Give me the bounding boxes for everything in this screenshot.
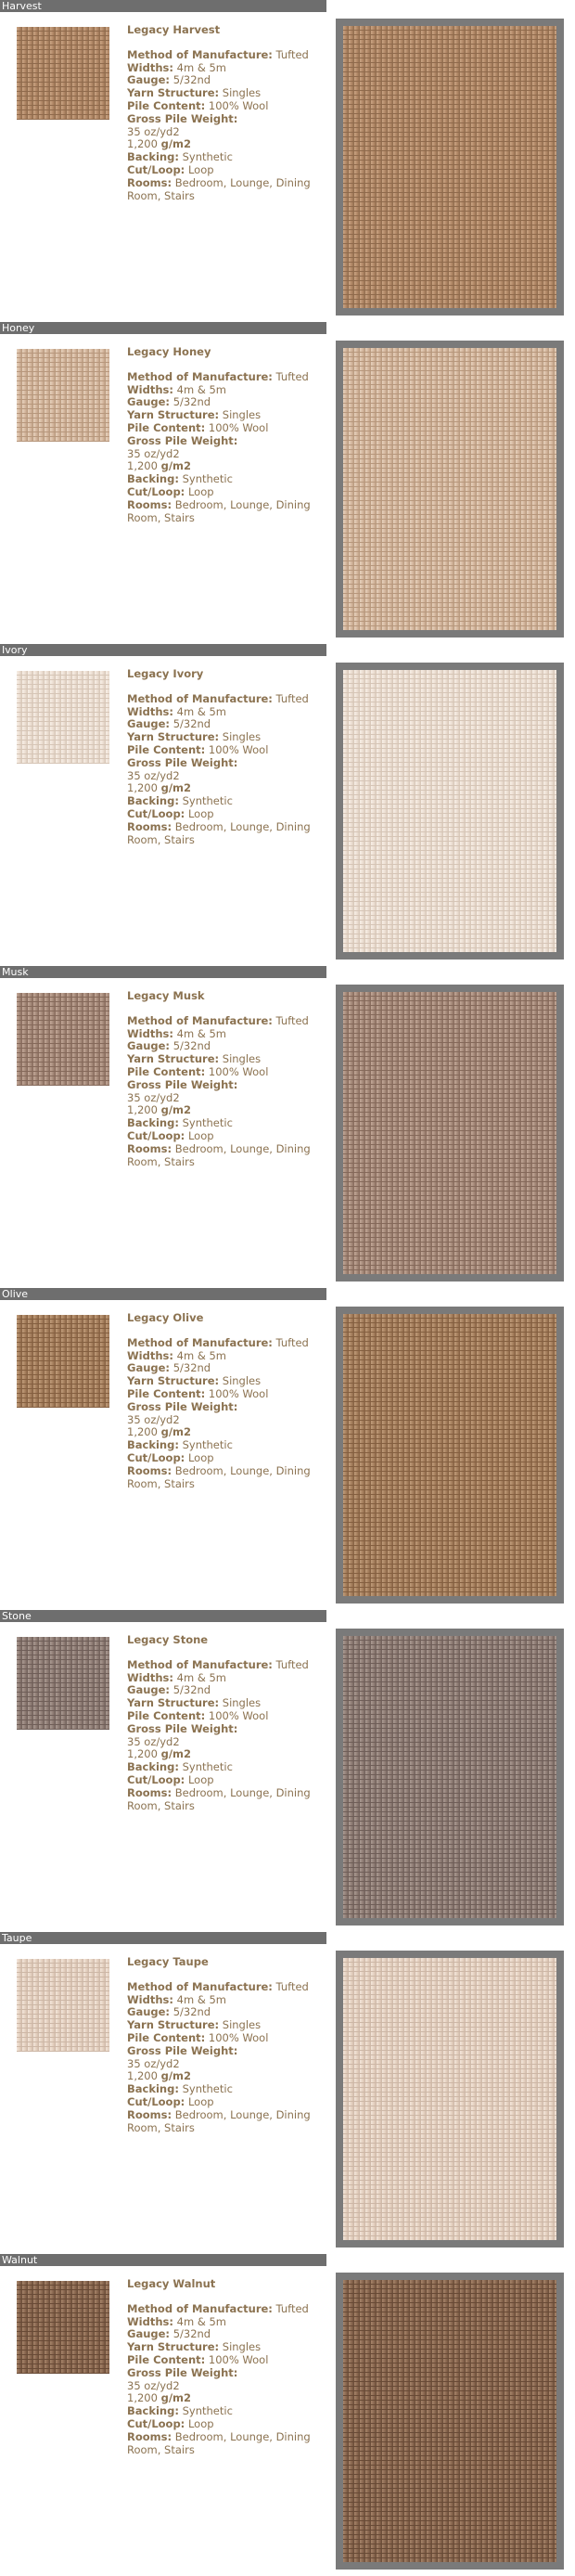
spec-rooms: Rooms: Bedroom, Lounge, Dining Room, Stairs: [127, 819, 311, 846]
carpet-thumbnail-image[interactable]: [17, 671, 109, 764]
product-section: [0, 966, 575, 1288]
carpet-large-frame: [336, 1629, 564, 1926]
spec-gauge: Gauge: 5/32nd: [127, 717, 211, 731]
spec-gauge: Gauge: 5/32nd: [127, 73, 211, 87]
product-section: [0, 0, 575, 322]
spec-rooms: Rooms: Bedroom, Lounge, Dining Room, Stairs: [127, 2429, 311, 2456]
spec-weight-g: 1,200 g/m2: [127, 781, 192, 795]
carpet-large-image: [343, 2280, 556, 2562]
spec-gauge: Gauge: 5/32nd: [127, 2327, 211, 2341]
product-title: Legacy Walnut: [127, 2277, 216, 2290]
spec-backing: Backing: Synthetic: [127, 1116, 233, 1130]
spec-weight: Gross Pile Weight:: [127, 1399, 238, 1413]
spec-yarn: Yarn Structure: Singles: [127, 2018, 262, 2032]
product-title: Legacy Harvest: [127, 23, 221, 36]
product-header: Harvest: [0, 0, 326, 12]
spec-pile: Pile Content: 100% Wool: [127, 2352, 269, 2366]
product-section: [0, 644, 575, 966]
carpet-thumbnail-image[interactable]: [17, 2281, 109, 2374]
product-header: Stone: [0, 1610, 326, 1622]
carpet-large-frame: [336, 2273, 564, 2570]
spec-widths: Widths: 4m & 5m: [127, 382, 226, 396]
product-title: Legacy Stone: [127, 1633, 209, 1646]
spec-cut: Cut/Loop: Loop: [127, 1450, 214, 1464]
spec-rooms: Rooms: Bedroom, Lounge, Dining Room, Stairs: [127, 497, 311, 524]
spec-gauge: Gauge: 5/32nd: [127, 1683, 211, 1697]
spec-yarn: Yarn Structure: Singles: [127, 1052, 262, 1066]
product-header: Walnut: [0, 2254, 326, 2266]
carpet-large-image: [343, 1958, 556, 2240]
carpet-large-image: [343, 348, 556, 630]
carpet-thumbnail-image[interactable]: [17, 1637, 109, 1730]
spec-weight-oz: 35 oz/yd2: [127, 2378, 180, 2392]
product-title: Legacy Olive: [127, 1311, 204, 1324]
spec-manufacture: Method of Manufacture: Tufted: [127, 1013, 309, 1027]
product-specs: [127, 1312, 329, 1490]
spec-weight-g: 1,200 g/m2: [127, 2391, 192, 2405]
spec-weight-oz: 35 oz/yd2: [127, 2056, 180, 2070]
carpet-large-image: [343, 1314, 556, 1596]
spec-yarn: Yarn Structure: Singles: [127, 730, 262, 744]
spec-gauge: Gauge: 5/32nd: [127, 1039, 211, 1053]
product-specs: [127, 990, 329, 1168]
product-specs: [127, 346, 329, 524]
spec-weight-g: 1,200 g/m2: [127, 459, 192, 473]
spec-rooms: Rooms: Bedroom, Lounge, Dining Room, Stairs: [127, 1463, 311, 1490]
spec-pile: Pile Content: 100% Wool: [127, 420, 269, 434]
product-specs: [127, 1956, 329, 2134]
spec-weight: Gross Pile Weight:: [127, 2043, 238, 2057]
spec-manufacture: Method of Manufacture: Tufted: [127, 1335, 309, 1349]
spec-yarn: Yarn Structure: Singles: [127, 86, 262, 100]
carpet-thumbnail-image[interactable]: [17, 1959, 109, 2052]
spec-rooms: Rooms: Bedroom, Lounge, Dining Room, Stairs: [127, 1141, 311, 1168]
carpet-large-image: [343, 26, 556, 308]
spec-manufacture: Method of Manufacture: Tufted: [127, 1979, 309, 1993]
product-specs: [127, 1634, 329, 1812]
carpet-thumbnail-image[interactable]: [17, 1315, 109, 1408]
spec-gauge: Gauge: 5/32nd: [127, 395, 211, 409]
carpet-thumbnail-image[interactable]: [17, 27, 109, 120]
spec-cut: Cut/Loop: Loop: [127, 806, 214, 820]
spec-cut: Cut/Loop: Loop: [127, 2094, 214, 2108]
spec-widths: Widths: 4m & 5m: [127, 2314, 226, 2328]
carpet-thumbnail-image[interactable]: [17, 349, 109, 442]
product-section: [0, 1610, 575, 1932]
spec-pile: Pile Content: 100% Wool: [127, 1064, 269, 1078]
spec-weight: Gross Pile Weight:: [127, 111, 238, 125]
spec-weight-g: 1,200 g/m2: [127, 2069, 192, 2083]
spec-weight-oz: 35 oz/yd2: [127, 1734, 180, 1748]
product-section: [0, 2254, 575, 2576]
spec-gauge: Gauge: 5/32nd: [127, 2005, 211, 2019]
spec-weight: Gross Pile Weight:: [127, 1721, 238, 1735]
product-specs: [127, 2278, 329, 2456]
product-header: Musk: [0, 966, 326, 978]
product-specs: [127, 24, 329, 202]
spec-pile: Pile Content: 100% Wool: [127, 1386, 269, 1400]
spec-manufacture: Method of Manufacture: Tufted: [127, 369, 309, 383]
spec-backing: Backing: Synthetic: [127, 1760, 233, 1774]
carpet-large-image: [343, 670, 556, 952]
spec-backing: Backing: Synthetic: [127, 472, 233, 486]
product-title: Legacy Honey: [127, 345, 211, 358]
spec-yarn: Yarn Structure: Singles: [127, 408, 262, 422]
spec-pile: Pile Content: 100% Wool: [127, 1708, 269, 1722]
spec-manufacture: Method of Manufacture: Tufted: [127, 1657, 309, 1671]
spec-cut: Cut/Loop: Loop: [127, 1772, 214, 1786]
spec-cut: Cut/Loop: Loop: [127, 484, 214, 498]
spec-widths: Widths: 4m & 5m: [127, 1348, 226, 1362]
carpet-thumbnail-image[interactable]: [17, 993, 109, 1086]
spec-weight: Gross Pile Weight:: [127, 755, 238, 769]
spec-yarn: Yarn Structure: Singles: [127, 1696, 262, 1710]
carpet-large-frame: [336, 985, 564, 1282]
spec-manufacture: Method of Manufacture: Tufted: [127, 47, 309, 61]
spec-gauge: Gauge: 5/32nd: [127, 1361, 211, 1375]
spec-weight-oz: 35 oz/yd2: [127, 1090, 180, 1104]
spec-backing: Backing: Synthetic: [127, 2082, 233, 2096]
spec-yarn: Yarn Structure: Singles: [127, 2340, 262, 2354]
spec-widths: Widths: 4m & 5m: [127, 704, 226, 718]
spec-weight-g: 1,200 g/m2: [127, 1747, 192, 1761]
carpet-large-frame: [336, 1951, 564, 2248]
product-title: Legacy Musk: [127, 989, 205, 1002]
product-header: Honey: [0, 322, 326, 334]
spec-rooms: Rooms: Bedroom, Lounge, Dining Room, Stairs: [127, 1785, 311, 1812]
spec-cut: Cut/Loop: Loop: [127, 1128, 214, 1142]
spec-backing: Backing: Synthetic: [127, 2404, 233, 2418]
spec-cut: Cut/Loop: Loop: [127, 162, 214, 176]
spec-manufacture: Method of Manufacture: Tufted: [127, 2301, 309, 2315]
spec-widths: Widths: 4m & 5m: [127, 60, 226, 74]
spec-weight-g: 1,200 g/m2: [127, 137, 192, 151]
spec-pile: Pile Content: 100% Wool: [127, 2030, 269, 2044]
spec-backing: Backing: Synthetic: [127, 1438, 233, 1452]
product-header: Olive: [0, 1288, 326, 1300]
product-specs: [127, 668, 329, 846]
carpet-large-frame: [336, 663, 564, 960]
spec-yarn: Yarn Structure: Singles: [127, 1374, 262, 1388]
spec-widths: Widths: 4m & 5m: [127, 1992, 226, 2006]
product-section: [0, 1288, 575, 1610]
product-title: Legacy Taupe: [127, 1955, 209, 1968]
carpet-large-frame: [336, 341, 564, 638]
spec-weight: Gross Pile Weight:: [127, 433, 238, 447]
spec-weight: Gross Pile Weight:: [127, 1077, 238, 1091]
spec-weight-oz: 35 oz/yd2: [127, 446, 180, 460]
carpet-large-image: [343, 1636, 556, 1918]
spec-weight-oz: 35 oz/yd2: [127, 1412, 180, 1426]
spec-rooms: Rooms: Bedroom, Lounge, Dining Room, Stairs: [127, 2107, 311, 2134]
carpet-large-frame: [336, 19, 564, 316]
carpet-large-frame: [336, 1307, 564, 1604]
carpet-large-image: [343, 992, 556, 1274]
spec-backing: Backing: Synthetic: [127, 150, 233, 164]
spec-pile: Pile Content: 100% Wool: [127, 98, 269, 112]
spec-widths: Widths: 4m & 5m: [127, 1026, 226, 1040]
spec-pile: Pile Content: 100% Wool: [127, 742, 269, 756]
spec-weight-oz: 35 oz/yd2: [127, 124, 180, 138]
spec-widths: Widths: 4m & 5m: [127, 1670, 226, 1684]
spec-weight-g: 1,200 g/m2: [127, 1103, 192, 1117]
spec-manufacture: Method of Manufacture: Tufted: [127, 691, 309, 705]
spec-cut: Cut/Loop: Loop: [127, 2416, 214, 2430]
spec-weight-g: 1,200 g/m2: [127, 1425, 192, 1439]
product-title: Legacy Ivory: [127, 667, 204, 680]
product-header: Taupe: [0, 1932, 326, 1944]
spec-weight: Gross Pile Weight:: [127, 2365, 238, 2379]
product-section: [0, 322, 575, 644]
spec-weight-oz: 35 oz/yd2: [127, 768, 180, 782]
spec-backing: Backing: Synthetic: [127, 794, 233, 808]
spec-rooms: Rooms: Bedroom, Lounge, Dining Room, Stairs: [127, 175, 311, 202]
product-section: [0, 1932, 575, 2254]
product-header: Ivory: [0, 644, 326, 656]
